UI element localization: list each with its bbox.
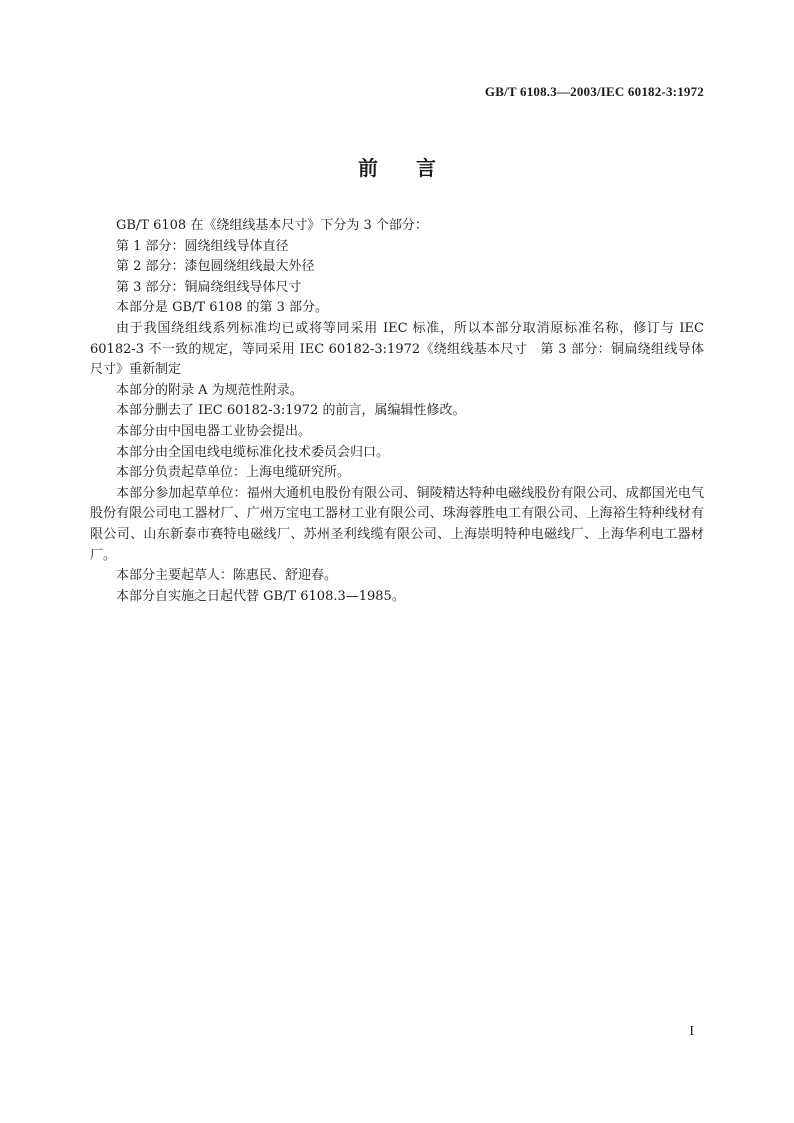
paragraph-editorial: 本部分删去了 IEC 60182-3:1972 的前言，属编辑性修改。	[116, 403, 466, 419]
paragraph-adoption: 由于我国绕组线系列标准均已或将等同采用 IEC 标准，所以本部分取消原标准名称，修订与 IEC 60182-3 不一致的规定，等同采用 IEC 60182-3:1972《绕组线基本尺寸 第 3 部分：铜扁绕组线导体尺寸》重新制定	[90, 320, 704, 378]
paragraph-proposer: 本部分由中国电器工业协会提出。	[116, 423, 312, 439]
paragraph-part-1: 第 1 部分：圆绕组线导体直径	[116, 238, 289, 254]
paragraph-replacement: 本部分自实施之日起代替 GB/T 6108.3—1985。	[116, 588, 405, 604]
paragraph-part-3: 第 3 部分：铜扁绕组线导体尺寸	[116, 279, 302, 295]
paragraph-this-part: 本部分是 GB/T 6108 的第 3 部分。	[116, 300, 329, 316]
paragraph-drafting-unit: 本部分负责起草单位：上海电缆研究所。	[116, 465, 351, 481]
foreword-body	[90, 216, 704, 607]
standard-number: GB/T 6108.3—2003/IEC 60182-3:1972	[484, 84, 704, 99]
paragraph-annex: 本部分的附录 A 为规范性附录。	[116, 382, 303, 398]
paragraph-committee: 本部分由全国电线电缆标准化技术委员会归口。	[116, 444, 390, 460]
paragraph-part-2: 第 2 部分：漆包圆绕组线最大外径	[116, 259, 315, 275]
page-number: I	[689, 1024, 694, 1039]
paragraph-participating-units: 本部分参加起草单位：福州大通机电股份有限公司、铜陵精达特种电磁线股份有限公司、成都国光电气股份有限公司电工器材厂、广州万宝电工器材工业有限公司、珠海蓉胜电工有限公司、上海裕生特种线材有限公司、山东新泰市赛特电磁线厂、苏州圣利线缆有限公司、上海崇明特种电磁线厂、上海华利电工器材厂。	[90, 485, 704, 563]
page-title: 前言	[358, 156, 474, 180]
paragraph-parts-intro: GB/T 6108 在《绕组线基本尺寸》下分为 3 个部分：	[116, 218, 428, 233]
paragraph-drafters: 本部分主要起草人：陈惠民、舒迎春。	[116, 568, 338, 584]
